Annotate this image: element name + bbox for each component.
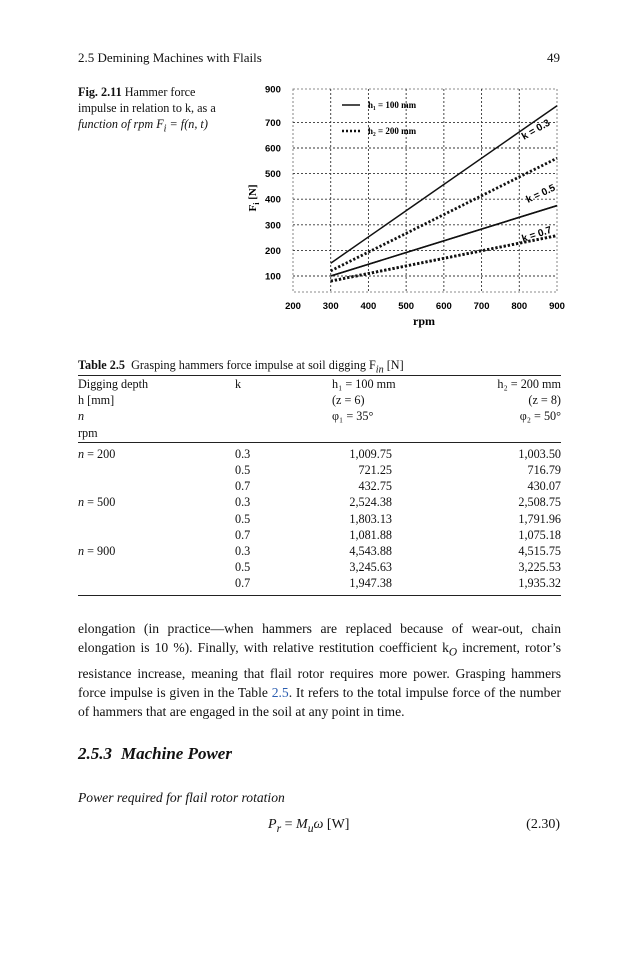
y-tick-label: 700 <box>265 117 281 129</box>
force-impulse-table <box>78 375 561 596</box>
cell-h2: 1,791.96 <box>518 511 561 526</box>
cell-k: 0.7 <box>235 479 251 494</box>
annotation-k-0-7: k = 0.7 <box>520 224 554 245</box>
y-tick-label: 400 <box>265 194 281 206</box>
cell-k: 0.7 <box>235 576 251 591</box>
paragraph-sub: O <box>448 647 458 660</box>
cell-h2: 2,508.75 <box>518 495 561 510</box>
annotation-k-0-5: k = 0.5 <box>524 182 558 206</box>
figure-caption-line1: Hammer force <box>124 85 196 99</box>
cell-k: 0.3 <box>235 544 251 559</box>
x-tick-label: 800 <box>511 301 528 312</box>
figure-caption-formula: = f(n, t) <box>166 117 208 131</box>
y-tick-label: 500 <box>265 169 281 181</box>
cell-h1: 1,081.88 <box>349 527 392 542</box>
cell-h2: 1,003.50 <box>518 446 561 461</box>
table-row <box>78 442 561 462</box>
cell-h2: 716.79 <box>527 463 561 478</box>
x-tick-label: 500 <box>398 301 415 312</box>
legend-label-h2: h₂ = 200 mm <box>368 126 417 136</box>
chart-ylabel <box>247 185 261 212</box>
cell-k: 0.3 <box>235 446 251 461</box>
cell-k: 0.5 <box>235 511 251 526</box>
y-tick-label: 300 <box>265 220 281 232</box>
cell-h2: 1,075.18 <box>518 527 561 542</box>
cell-n: n = 200 <box>78 446 116 461</box>
section-number: 2.5.3 <box>78 744 112 763</box>
eq-lhs: P <box>268 817 277 832</box>
y-tick-label: 100 <box>265 271 281 283</box>
cell-k: 0.3 <box>235 495 251 510</box>
x-tick-label: 400 <box>360 301 377 312</box>
cell-h1: 3,245.63 <box>349 560 392 575</box>
th-rpm: rpm <box>78 425 235 443</box>
table-reference-link[interactable]: 2.5 <box>271 684 289 700</box>
table-caption-unit: [N] <box>383 358 404 372</box>
cell-h2: 430.07 <box>527 479 561 494</box>
cell-h1: 1,009.75 <box>349 446 392 461</box>
th-n: n <box>78 409 85 424</box>
eq-unit: [W] <box>323 817 350 832</box>
eq-rhs: M <box>296 817 308 832</box>
table-row <box>78 543 561 559</box>
x-tick-label: 600 <box>435 301 452 312</box>
table-caption-text: Grasping hammers force impulse at soil digging F <box>131 358 376 372</box>
table-label: Table 2.5 <box>78 358 125 372</box>
chart-xlabel: rpm <box>413 314 435 328</box>
x-tick-label: 700 <box>473 301 490 312</box>
cell-h2: 3,225.53 <box>518 560 561 575</box>
table-row <box>78 494 561 510</box>
table-row <box>78 527 561 543</box>
section-heading <box>78 744 232 764</box>
table-caption-sub: in <box>375 364 384 376</box>
y-tick-label: 200 <box>265 245 281 257</box>
y-tick-label: 900 <box>265 84 281 96</box>
eq-equals: = <box>281 817 297 832</box>
running-header-section: 2.5 Demining Machines with Flails <box>78 50 262 65</box>
power-intro: Power required for flail rotor rotation <box>78 790 285 805</box>
th-phi1: φ₁ = 35° <box>332 409 374 424</box>
th-h2: h₂ = 200 mm <box>452 376 561 393</box>
cell-h2: 1,935.32 <box>518 576 561 591</box>
cell-h1: 1,803.13 <box>349 511 392 526</box>
section-title: Machine Power <box>121 744 232 763</box>
cell-k: 0.7 <box>235 527 251 542</box>
table-row <box>78 462 561 478</box>
equation <box>268 817 349 835</box>
y-tick-label: 600 <box>265 143 281 155</box>
table-row <box>78 575 561 595</box>
figure-caption-line2: impulse in relation to k, as a <box>78 101 216 115</box>
page-number: 49 <box>547 50 560 65</box>
th-z6: (z = 6) <box>332 393 365 408</box>
equation-number: (2.30) <box>526 817 560 832</box>
table-caption <box>78 358 568 375</box>
paragraph-part3: . It refers to the total impulse force of the number of hammers that are engaged in the soil at any point in time. <box>78 684 562 720</box>
th-h1: h₁ = 100 mm <box>332 376 452 393</box>
figure-caption: Fig. 2.11 Hammer force impulse in relation to k, as a function of rpm $F_i = f(n$, t) <box>78 85 216 135</box>
cell-h1: 4,543.88 <box>349 544 392 559</box>
paragraph-part1: elongation (in practice—when hammers are replaced because of wear-out, chain elongation is 10 %). Finally, with relative restitution coefficient k <box>78 621 561 656</box>
cell-h2: 4,515.75 <box>518 544 561 559</box>
chart-ylabel-unit: [N] <box>247 184 259 200</box>
th-h-mm: h [mm] <box>78 393 115 408</box>
cell-h1: 721.25 <box>358 463 392 478</box>
th-digging-depth: Digging depth <box>78 376 235 393</box>
cell-n: n = 500 <box>78 495 116 510</box>
chart-ylabel-sub: i <box>252 202 261 205</box>
cell-h1: 432.75 <box>358 479 392 494</box>
legend-label-h1: h₁ = 100 mm <box>368 100 417 110</box>
figure-label: Fig. 2.11 <box>78 85 122 99</box>
cell-h1: 1,947.38 <box>349 576 392 591</box>
eq-rhs-sub: u <box>307 821 314 835</box>
table-row <box>78 559 561 575</box>
table-row <box>78 511 561 527</box>
cell-k: 0.5 <box>235 463 251 478</box>
x-tick-label: 300 <box>322 301 339 312</box>
body-paragraph <box>78 619 561 722</box>
table-row <box>78 478 561 494</box>
force-impulse-chart <box>240 80 570 330</box>
annotation-k-0-3: k = 0.3 <box>520 117 553 143</box>
eq-lhs-sub: r <box>276 821 282 835</box>
cell-k: 0.5 <box>235 560 251 575</box>
th-phi2: φ₂ = 50° <box>519 409 561 424</box>
chart-ylabel-main: F <box>247 204 259 212</box>
chart-legend <box>342 100 417 136</box>
eq-omega: ω <box>313 817 324 832</box>
cell-n: n = 900 <box>78 544 116 559</box>
figure-caption-line3: function of rpm F <box>78 117 164 131</box>
paragraph-part2: increment, rotor’s resistance increase, meaning that flail rotor requires more power. Grasping hammers force impulse is given in the Table <box>78 640 561 700</box>
th-z8: (z = 8) <box>528 393 561 408</box>
th-k: k <box>235 376 332 393</box>
cell-h1: 2,524.38 <box>349 495 392 510</box>
x-tick-label: 200 <box>285 301 301 312</box>
x-tick-label: 900 <box>549 301 565 312</box>
